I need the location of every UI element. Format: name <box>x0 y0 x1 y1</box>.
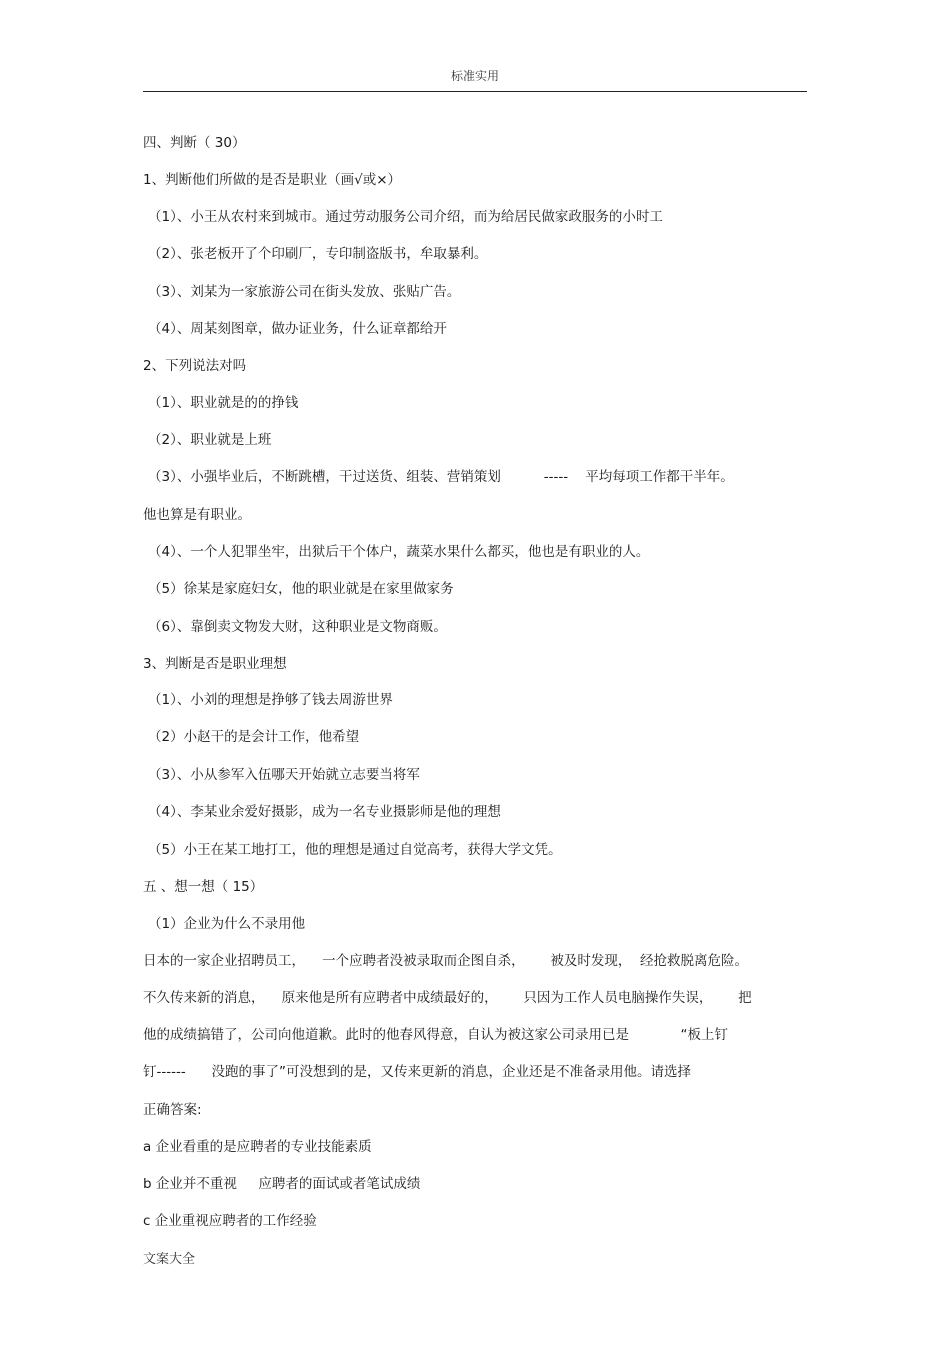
section-4-heading: 四、判断（ 30） <box>143 135 246 151</box>
question-1-heading: 1、判断他们所做的是否是职业（画√或×） <box>143 172 402 188</box>
q3-item-2: （2）小赵干的是会计工作，他希望 <box>148 729 360 745</box>
q1-item-3: （3）、刘某为一家旅游公司在街头发放、张贴广告。 <box>148 284 461 300</box>
q2-item-1: （1）、职业就是的的挣钱 <box>148 395 299 411</box>
answer-prompt: 正确答案: <box>143 1102 202 1118</box>
option-a: a 企业看重的是应聘者的专业技能素质 <box>143 1139 372 1155</box>
story-paragraph-line-3: 他的成绩搞错了，公司向他道歉。此时的他春风得意，自认为被这家公司录用已是 “板上钉 <box>143 1027 728 1043</box>
option-b: b 企业并不重视 应聘者的面试或者笔试成绩 <box>143 1176 421 1192</box>
q1-item-2: （2）、张老板开了个印刷厂，专印制盗版书，牟取暴利。 <box>148 246 488 262</box>
q3-item-1: （1）、小刘的理想是挣够了钱去周游世界 <box>148 692 393 708</box>
q2-item-4: （4）、一个人犯罪坐牢，出狱后干个体户，蔬菜水果什么都买，他也是有职业的人。 <box>148 544 650 560</box>
q2-item-5: （5）徐某是家庭妇女，他的职业就是在家里做家务 <box>148 581 454 597</box>
q3-item-4: （4）、李某业余爱好摄影，成为一名专业摄影师是他的理想 <box>148 804 501 820</box>
section-5-heading: 五 、想一想（ 15） <box>143 879 264 895</box>
q3-item-3: （3）、小从参军入伍哪天开始就立志要当将军 <box>148 767 420 783</box>
story-paragraph-line-2: 不久传来新的消息， 原来他是所有应聘者中成绩最好的， 只因为工作人员电脑操作失误， 把 <box>143 990 752 1006</box>
q1-item-4: （4）、周某刻图章，做办证业务，什么证章都给开 <box>148 321 447 337</box>
q1-item-1: （1）、小王从农村来到城市。通过劳动服务公司介绍，而为给居民做家政服务的小时工 <box>148 209 663 225</box>
option-c: c 企业重视应聘者的工作经验 <box>143 1213 317 1229</box>
q2-item-3: （3）、小强毕业后，不断跳槽，干过送货、组装、营销策划 ----- 平均每项工作都干半年。 <box>148 469 734 485</box>
header-rule <box>143 91 807 92</box>
question-3-heading: 3、判断是否是职业理想 <box>143 656 287 672</box>
s5-question-1: （1）企业为什么不录用他 <box>148 916 306 932</box>
q3-item-5: （5）小王在某工地打工，他的理想是通过自觉高考，获得大学文凭。 <box>148 842 562 858</box>
page-header: 标准实用 <box>450 69 499 83</box>
q2-item-6: （6）、靠倒卖文物发大财，这种职业是文物商贩。 <box>148 619 447 635</box>
story-paragraph-line-1: 日本的一家企业招聘员工， 一个应聘者没被录取而企图自杀， 被及时发现， 经抢救脱离危险。 <box>143 953 748 969</box>
q2-item-2: （2）、职业就是上班 <box>148 432 272 448</box>
question-2-heading: 2、下列说法对吗 <box>143 358 247 374</box>
page-footer: 文案大全 <box>143 1252 196 1267</box>
q2-item-3-continued: 他也算是有职业。 <box>143 507 251 523</box>
story-paragraph-line-4: 钉------ 没跑的事了”可没想到的是，又传来更新的消息，企业还是不准备录用他。请选择 <box>143 1064 691 1080</box>
